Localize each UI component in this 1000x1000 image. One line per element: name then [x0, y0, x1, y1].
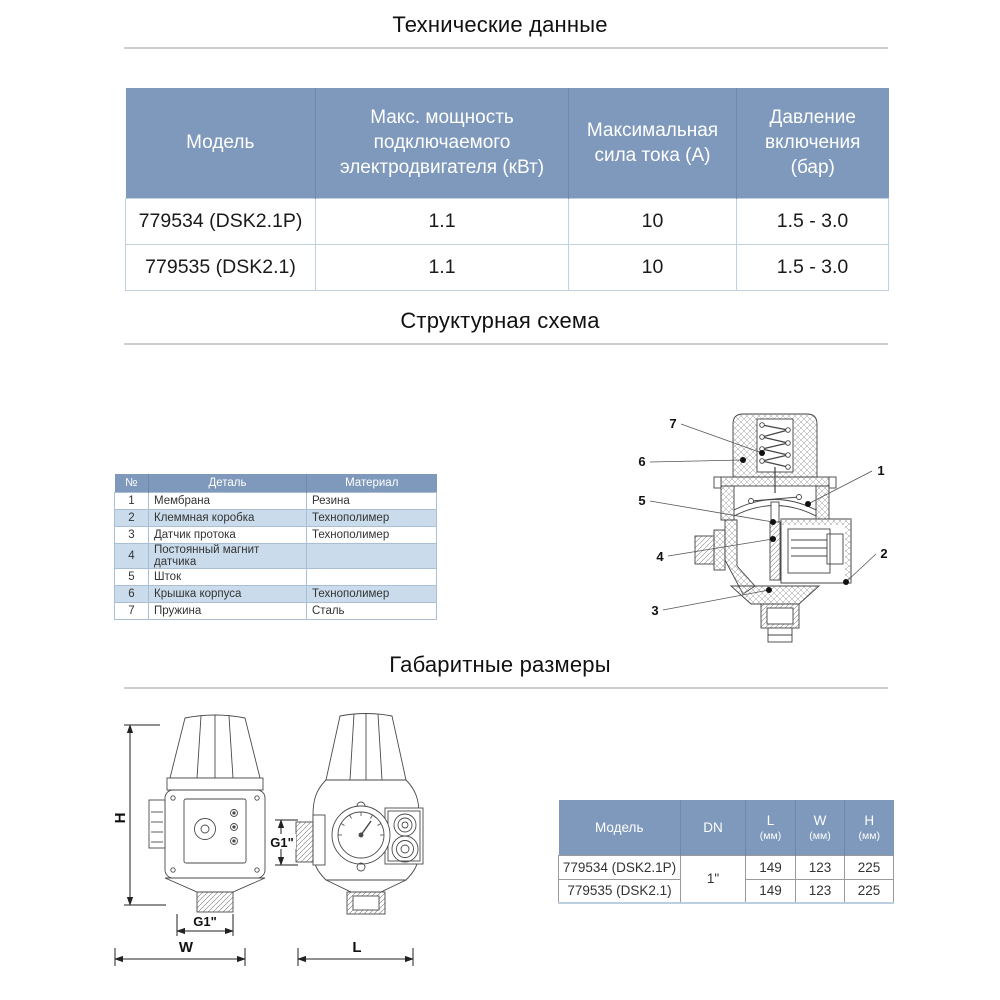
table-row [115, 492, 437, 509]
callout-label-1: 1 [877, 463, 885, 478]
table-header-row [126, 88, 889, 198]
col-header-l-letter: L [766, 812, 775, 828]
cell-material: Сталь [307, 602, 437, 619]
unit-label: (мм) [858, 829, 880, 842]
dimension-label-w: W [178, 939, 194, 956]
divider [124, 687, 888, 689]
cell-current: 10 [569, 198, 737, 244]
col-header-pressure: Давление включения (бар) [737, 88, 889, 198]
col-header-dn: DN [681, 800, 746, 855]
dimension-label-g1-side: G1" [270, 835, 294, 850]
cell-h: 225 [845, 855, 894, 879]
col-header-material: Материал [307, 474, 437, 492]
cross-section-diagram [615, 398, 915, 645]
section-title-structural-diagram: Структурная схема [400, 308, 600, 333]
cell-w: 123 [796, 855, 845, 879]
callout-label-4: 4 [656, 549, 664, 564]
table-row [115, 602, 437, 619]
table-row [559, 855, 894, 879]
unit-label: (мм) [759, 829, 782, 842]
cell-current: 10 [569, 244, 737, 290]
table-row [115, 509, 437, 526]
cell-material: Резина [307, 492, 437, 509]
col-header-w-letter: W [813, 812, 827, 828]
parts-materials-table [114, 474, 437, 620]
dimensions-table [558, 800, 894, 904]
col-header-w [796, 800, 845, 855]
cell-number: 5 [115, 568, 149, 585]
callout-label-5: 5 [638, 493, 646, 508]
dimension-label-g1-bottom: G1" [193, 914, 217, 929]
table-header-row [115, 474, 437, 492]
cell-number: 2 [115, 509, 149, 526]
device-side-outline [296, 713, 423, 914]
table-header-row [559, 800, 894, 855]
callout-label-6: 6 [638, 454, 646, 469]
cell-material: Технополимер [307, 585, 437, 602]
unit-label: (мм) [809, 829, 831, 842]
cell-l: 149 [746, 855, 796, 879]
device-front-outline [149, 715, 265, 913]
cell-part: Постоянный магнит датчика [149, 543, 307, 568]
cell-part: Пружина [149, 602, 307, 619]
side-view-drawing [268, 700, 513, 972]
cell-model: 779534 (DSK2.1P) [559, 855, 681, 879]
cell-h: 225 [845, 879, 894, 903]
cell-number: 7 [115, 602, 149, 619]
cell-power: 1.1 [316, 244, 569, 290]
cell-part: Крышка корпуса [149, 585, 307, 602]
col-header-h [845, 800, 894, 855]
cell-part: Мембрана [149, 492, 307, 509]
cell-number: 6 [115, 585, 149, 602]
cell-material [307, 543, 437, 568]
dimension-label-l: L [352, 939, 362, 956]
col-header-number: № [115, 474, 149, 492]
col-header-max-power: Макс. мощность подключаемого электродвигателя (кВт) [316, 88, 569, 198]
col-header-l [746, 800, 796, 855]
cell-model: 779535 (DSK2.1) [559, 879, 681, 903]
cell-l: 149 [746, 879, 796, 903]
device-cross-section [695, 414, 851, 642]
cell-power: 1.1 [316, 198, 569, 244]
cell-part: Шток [149, 568, 307, 585]
col-header-h-letter: H [864, 812, 875, 828]
cell-part: Клеммная коробка [149, 509, 307, 526]
cell-pressure: 1.5 - 3.0 [737, 244, 889, 290]
callout-label-2: 2 [880, 546, 888, 561]
col-header-model: Модель [126, 88, 316, 198]
table-row [115, 543, 437, 568]
dimension-label-h: H [112, 812, 129, 824]
cell-model: 779534 (DSK2.1P) [126, 198, 316, 244]
cell-pressure: 1.5 - 3.0 [737, 198, 889, 244]
table-row [115, 526, 437, 543]
table-row [115, 568, 437, 585]
table-row [126, 198, 889, 244]
divider [124, 47, 888, 49]
divider [124, 343, 888, 345]
col-header-part: Деталь [149, 474, 307, 492]
cell-number: 3 [115, 526, 149, 543]
col-header-max-current: Максимальная сила тока (А) [569, 88, 737, 198]
callout-label-3: 3 [651, 603, 659, 618]
table-row [126, 244, 889, 290]
cell-dn: 1" [681, 855, 746, 903]
cell-number: 1 [115, 492, 149, 509]
cell-model: 779535 (DSK2.1) [126, 244, 316, 290]
cell-w: 123 [796, 879, 845, 903]
cell-material [307, 568, 437, 585]
cell-material: Технополимер [307, 526, 437, 543]
technical-data-table [125, 88, 889, 291]
col-header-model: Модель [559, 800, 681, 855]
table-row [115, 585, 437, 602]
cell-part: Датчик протока [149, 526, 307, 543]
section-title-technical-data: Технические данные [392, 12, 608, 37]
cell-material: Технополимер [307, 509, 437, 526]
callout-label-7: 7 [669, 416, 677, 431]
cell-number: 4 [115, 543, 149, 568]
section-title-dimensions: Габаритные размеры [389, 652, 611, 677]
